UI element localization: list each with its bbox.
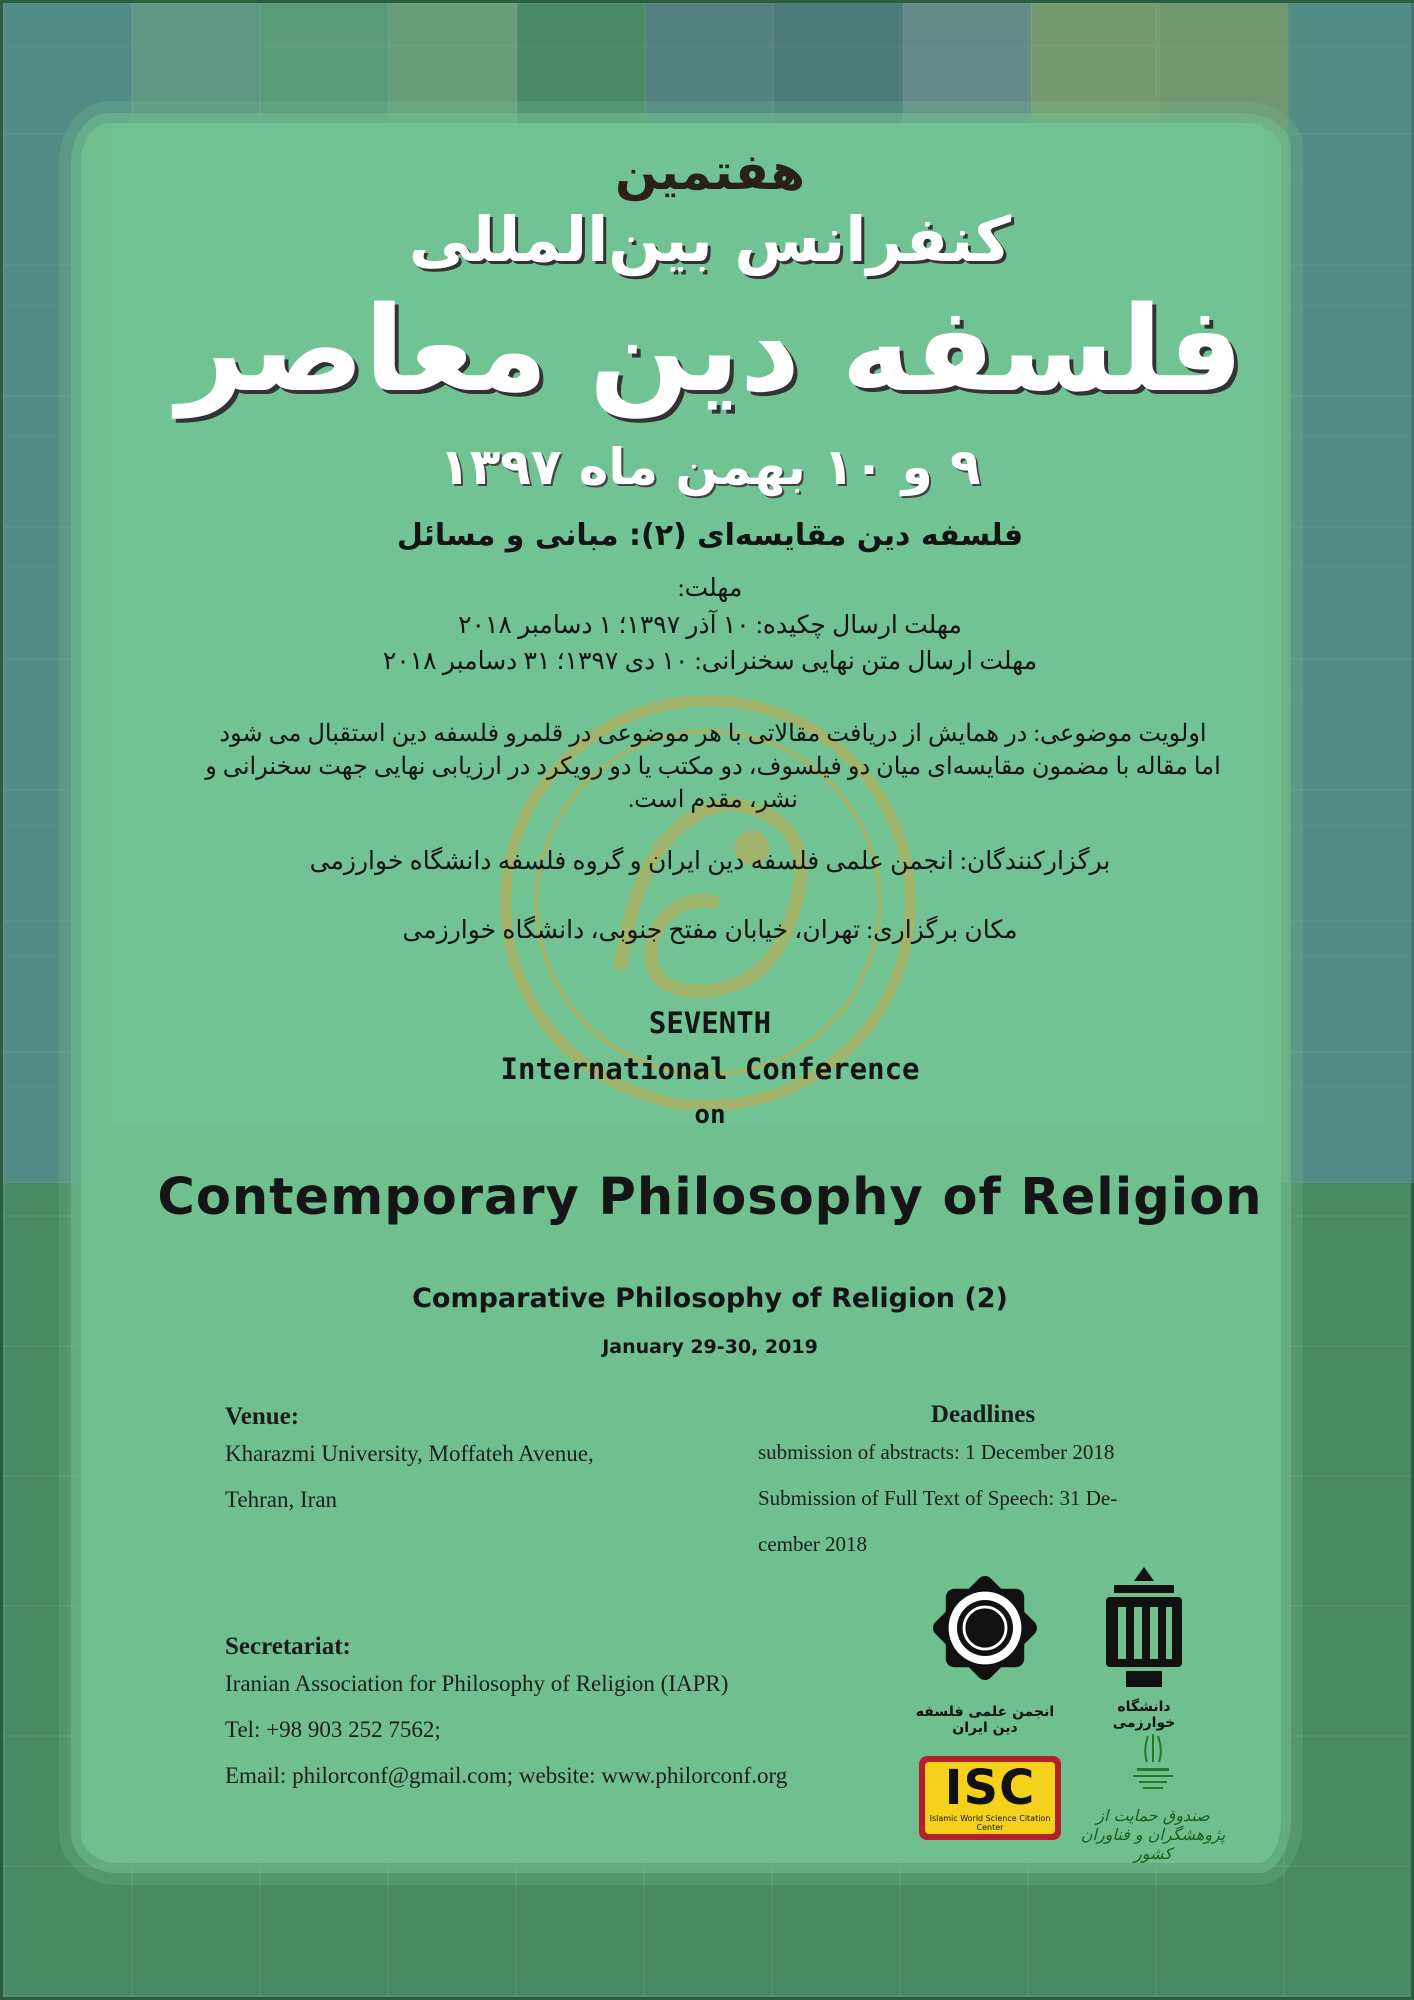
venue-line: Tehran, Iran <box>225 1487 338 1512</box>
persian-organizers: برگزارکنندگان: انجمن علمی فلسفه دین ایران و گروه فلسفه دانشگاه خوارزمی <box>309 848 1111 875</box>
deadline-line: cember 2018 <box>758 1532 868 1556</box>
persian-deadline-full-text: مهلت ارسال متن نهایی سخنرانی: ۱۰ دی ۱۳۹۷؛ ۳۱ دسامبر ۲۰۱۸ <box>382 648 1038 675</box>
iapr-label: انجمن علمی فلسفه دین ایران <box>915 1704 1055 1736</box>
venue-heading: Venue: <box>225 1403 300 1430</box>
persian-title-conference: کنفرانس بین‌المللی <box>408 203 1012 276</box>
iapr-emblem-icon <box>915 1558 1055 1698</box>
deadlines-block <box>758 1401 1208 1567</box>
english-international-conference: International Conference <box>500 1052 920 1086</box>
deadlines-heading: Deadlines <box>930 1401 1036 1428</box>
iapr-logo <box>915 1558 1055 1736</box>
deadline-line: submission of abstracts: 1 December 2018 <box>758 1440 1115 1464</box>
mosaic-tile <box>1031 3 1160 134</box>
english-seventh: SEVENTH <box>648 1006 772 1040</box>
mosaic-tile <box>1288 659 1414 790</box>
isc-logo-icon <box>919 1756 1061 1840</box>
research-fund-label: صندوق حمایت از پژوهشگران و فناوران کشور <box>1080 1806 1226 1863</box>
iran-emblem-icon <box>1063 1728 1243 1803</box>
deadline-line: Submission of Full Text of Speech: 31 De- <box>758 1486 1118 1510</box>
mosaic-tile <box>1288 3 1414 134</box>
english-dates: January 29-30, 2019 <box>602 1336 818 1358</box>
english-on: on <box>694 1100 726 1130</box>
kharazmi-logo <box>1096 1563 1192 1731</box>
mosaic-tile <box>1160 3 1289 134</box>
isc-logo-inner <box>925 1762 1055 1834</box>
mosaic-tile <box>903 3 1032 134</box>
persian-date: ۹ و ۱۰ بهمن ماه ۱۳۹۷ <box>439 438 981 496</box>
isc-logo-text: ISC <box>944 1760 1036 1816</box>
secretariat-heading: Secretariat: <box>225 1633 351 1660</box>
research-fund-logo <box>1063 1728 1243 1863</box>
secretariat-phone: Tel: +98 903 252 7562; <box>225 1717 441 1742</box>
persian-main-title: فلسفه دین معاصر <box>176 280 1244 418</box>
mosaic-tile <box>389 3 518 134</box>
english-main-title: Contemporary Philosophy of Religion <box>157 1168 1263 1227</box>
persian-deadlines-heading: مهلت: <box>677 575 743 602</box>
mosaic-tile <box>646 3 775 134</box>
english-subtitle: Comparative Philosophy of Religion (2) <box>412 1283 1008 1314</box>
persian-venue: مکان برگزاری: تهران، خیابان مفتح جنوبی، دانشگاه خوارزمی <box>402 917 1018 944</box>
mosaic-tile <box>3 3 132 134</box>
secretariat-block <box>225 1633 925 1799</box>
kharazmi-university-icon <box>1096 1563 1192 1693</box>
mosaic-tile <box>260 3 389 134</box>
venue-line: Kharazmi University, Moffateh Avenue, <box>225 1441 594 1466</box>
secretariat-contact: Email: philorconf@gmail.com; website: www.philorconf.org <box>225 1763 788 1788</box>
venue-block <box>225 1403 705 1523</box>
secretariat-line: Iranian Association for Philosophy of Religion (IAPR) <box>225 1671 729 1696</box>
kharazmi-label: دانشگاه خوارزمی <box>1112 1699 1176 1731</box>
persian-title-seventh: هفتمین <box>615 143 805 201</box>
persian-subtitle: فلسفه دین مقایسه‌ای (۲): مبانی و مسائل <box>396 518 1024 553</box>
persian-priority-paragraph: اولویت موضوعی: در همایش از دریافت مقالاتی با هر موضوعی در قلمرو فلسفه دین استقبال می شود اما مقاله با مضمون مقایسه‌ای میان دو فیلسوف، دو مکتب یا دو رویکرد در ارزیابی نهایی جهت سخنرانی و نشر، مقدم است. <box>205 721 1221 813</box>
isc-logo-subtext: Islamic World Science Citation Center <box>929 1814 1051 1832</box>
mosaic-tile <box>132 3 261 134</box>
mosaic-tile <box>517 3 646 134</box>
mosaic-tile <box>774 3 903 134</box>
persian-deadline-abstracts: مهلت ارسال چکیده: ۱۰ آذر ۱۳۹۷؛ ۱ دسامبر ۲۰۱۸ <box>458 612 962 639</box>
